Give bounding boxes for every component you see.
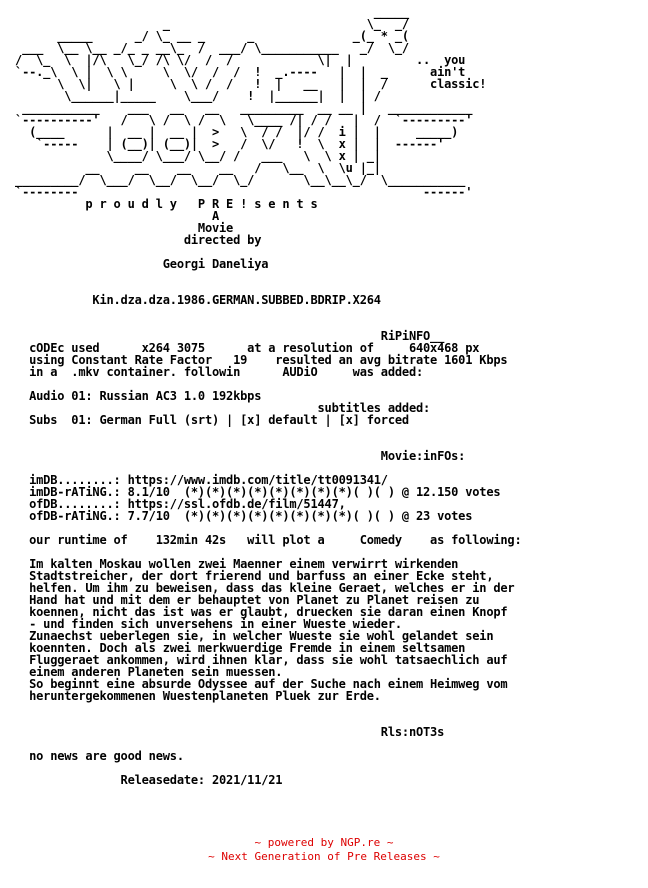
nfo-line: imDB........: https://www.imdb.com/title/tt0091341/	[8, 473, 388, 487]
nfo-line: our runtime of 132min 42s will plot a Comedy as following:	[8, 533, 522, 547]
nfo-line: Stadtstreicher, der dort frierend und barfuss an einer Ecke steht,	[8, 569, 494, 583]
nfo-line: __ __ __ __ / \__ \ \u |_|	[8, 161, 381, 175]
footer	[0, 836, 648, 864]
nfo-line: Movie:inFOs:	[8, 449, 466, 463]
nfo-line: ___________ ___ __ __ _________ __ __ | ____________	[8, 101, 473, 115]
nfo-line: (____ | __ | __ | > \ / / |/ / i | | _____)	[8, 125, 459, 139]
nfo-line: helfen. Um ihm zu beweisen, dass das kleine Geraet, welches er in der	[8, 581, 515, 595]
nfo-line: So beginnt eine absurde Odyssee auf der Suche nach einem Heimweg vom	[8, 677, 508, 691]
nfo-line: no news are good news.	[8, 749, 184, 763]
nfo-line: \ \| \ | \ \ / / ! | __ | | / classic!	[8, 77, 487, 91]
nfo-line: Movie	[8, 221, 234, 235]
nfo-line: - und finden sich unversehens in einer Wueste wieder.	[8, 617, 402, 631]
nfo-line: imDB-rATiNG.: 8.1/10 (*)(*)(*)(*)(*)(*)(*)(*)( )( ) @ 12.150 votes	[8, 485, 501, 499]
nfo-line: RiPiNFO__	[8, 329, 445, 343]
nfo-line: p r o u d l y P R E ! s e n t s	[8, 197, 318, 211]
nfo-line	[8, 269, 325, 283]
nfo-line: `----- | (__)| (__)| > / \/ ! \ x | | ------'	[8, 137, 445, 151]
nfo-line: Fluggeraet ankommen, wird ihnen klar, dass sie wohl tatsaechlich auf	[8, 653, 508, 667]
nfo-line: _ \_ _/	[8, 17, 409, 31]
nfo-line: cODEc used x264 3075 at a resolution of 640x468 px	[8, 341, 480, 355]
nfo-line: heruntergekommenen Wuestenplaneten Pluek zur Erde.	[8, 689, 381, 703]
nfo-line: `----------' / \ / \ / \ \____ /| / / | / `---------'	[8, 113, 473, 127]
nfo-line: subtitles added:	[8, 401, 431, 415]
nfo-line: / \_ \ |/\ \_/ /\ \/ / / \| | .. you	[8, 53, 466, 67]
nfo-line: using Constant Rate Factor 19 resulted an avg bitrate 1601 Kbps	[8, 353, 508, 367]
nfo-line: koennen, nicht das ist was er glaubt, druecken sie daran einen Knopf	[8, 605, 508, 619]
footer-powered-by: ~ powered by NGP.re ~	[254, 836, 394, 849]
nfo-line: Audio 01: Russian AC3 1.0 192kbps	[8, 389, 262, 403]
nfo-line: ___ \__ \__ _/_ _ __\_ / ___/ \___________ _/ \_/	[8, 41, 409, 55]
nfo-line: Rls:nOT3s	[8, 725, 445, 739]
nfo-line: \______|_____ \___/ ! |______| | | /	[8, 89, 381, 103]
nfo-line: Zunaechst ueberlegen sie, in welcher Wueste sie wohl gelandet sein	[8, 629, 494, 643]
nfo-line: einem anderen Planeten sein muessen.	[8, 665, 283, 679]
nfo-line: ofDB-rATiNG.: 7.7/10 (*)(*)(*)(*)(*)(*)(*)(*)( )( ) @ 23 votes	[8, 509, 473, 523]
nfo-line: Hand hat und mit dem er behauptet von Planet zu Planet reisen zu	[8, 593, 480, 607]
nfo-line: _____	[8, 5, 409, 19]
nfo-line: in a .mkv container. followin AUDiO was added:	[8, 365, 424, 379]
nfo-line: Kin.dza.dza.1986.GERMAN.SUBBED.BDRIP.X264	[8, 293, 381, 307]
nfo-line: ofDB........: https://ssl.ofdb.de/film/51447,	[8, 497, 346, 511]
nfo-line: `-------- ------'	[8, 185, 473, 199]
nfo-line: _________/ \___/ \__/ \__/ \_/ \__\__\_/ \___________	[8, 173, 466, 187]
nfo-text-block	[8, 0, 648, 786]
nfo-line: \____/ \___/ \__/ / ___ \ \ x | _|	[8, 149, 381, 163]
nfo-line: Im kalten Moskau wollen zwei Maenner einem verwirrt wirkenden	[8, 557, 459, 571]
nfo-line: `--._\ \ | \ \ \ \/ / / ! _.---- | | _ ain't	[8, 65, 466, 79]
nfo-line: A	[8, 209, 220, 223]
nfo-line: Releasedate: 2021/11/21	[8, 773, 283, 787]
nfo-line: Subs 01: German Full (srt) | [x] default | [x] forced	[8, 413, 409, 427]
nfo-line: _____ _/ \_ __ _ _ _(_ * _(	[8, 29, 409, 43]
footer-tagline: ~ Next Generation of Pre Releases ~	[208, 850, 440, 863]
nfo-line: Georgi Daneliya	[8, 257, 269, 271]
nfo-line: koennten. Doch als zwei merkwuerdige Fremde in einem seltsamen	[8, 641, 466, 655]
nfo-line: directed by	[8, 233, 262, 247]
